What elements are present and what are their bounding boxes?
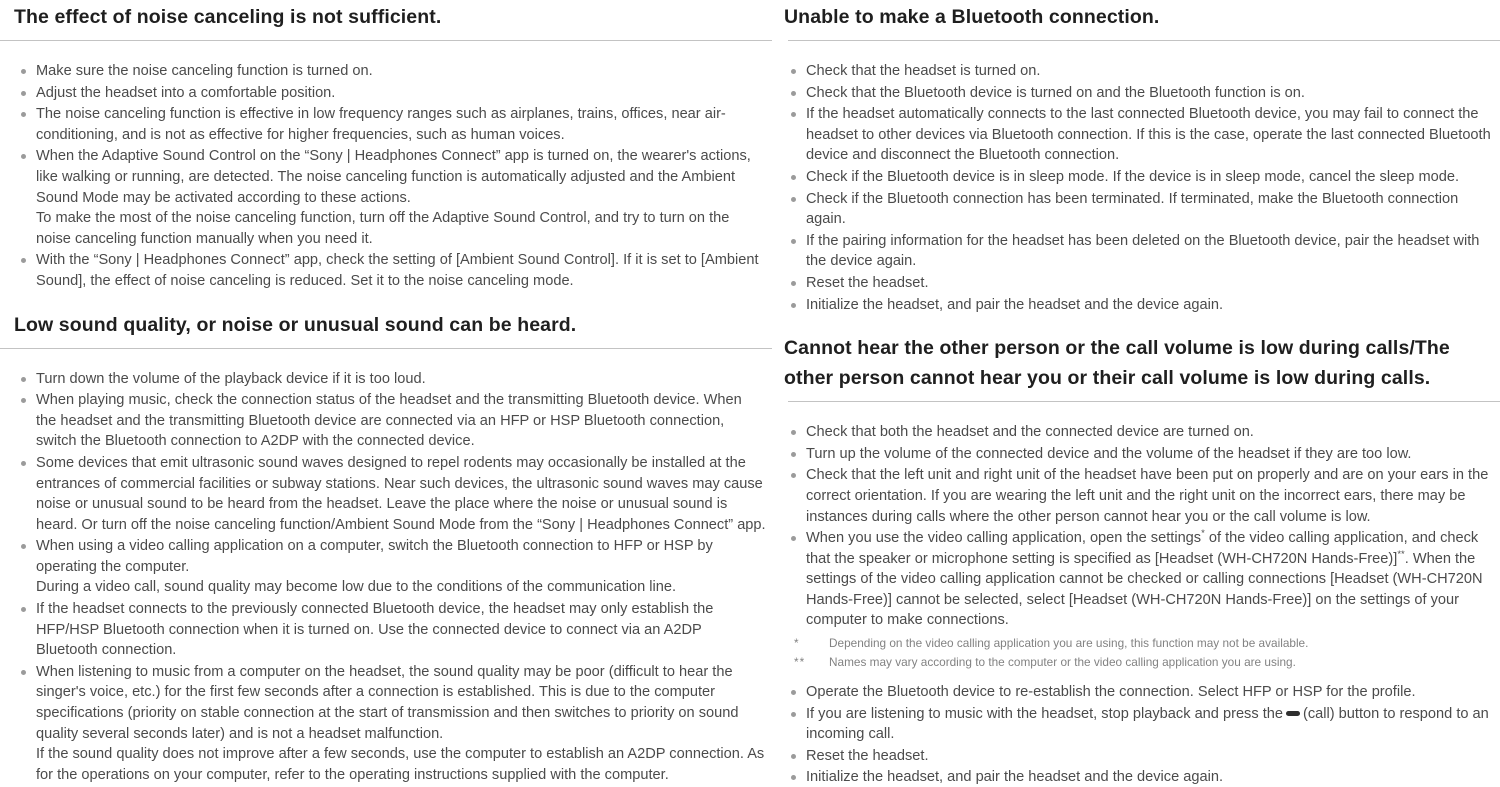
right-column (784, 2, 1492, 787)
bullet-icon (791, 452, 796, 457)
footnote-marker: * (794, 636, 800, 651)
bullet-text: Check if the Bluetooth connection has been terminated. If terminated, make the Bluetooth connection again. (806, 190, 1459, 228)
bullet-icon (791, 430, 796, 435)
list-item (784, 295, 1492, 316)
bullet-text: When listening to music from a computer on the headset, the sound quality may be poor (difficult to hear the singer's voice, etc.) for the first few seconds after a connection is established. This is due to the computer specifications (priority on stable connection at the start of transmission and then switches to priority on sound quality several seconds later) and is not a headset malfunction. (36, 663, 739, 742)
bullet-text: Some devices that emit ultrasonic sound waves designed to repel rodents may occasionally be installed at the entrances of commercial facilities or subway stations. Near such devices, the ultrasonic sound waves may cause noise or unusual sound to be heard from the headset. Leave the place where the noise or unusual sound is heard. Or turn off the noise canceling function/Ambient Sound Mode from the “Sony | Headphones Connect” app. (36, 454, 766, 533)
list-item (784, 61, 1492, 82)
bullet-icon (21, 112, 26, 117)
list-item (784, 83, 1492, 104)
section-low-sound-quality (14, 310, 766, 786)
footnotes (794, 634, 1492, 672)
bullet-text: Check if the Bluetooth device is in sleep mode. If the device is in sleep mode, cancel the sleep mode. (806, 168, 1460, 185)
section-divider (788, 401, 1500, 402)
bullet-text: Reset the headset. (806, 274, 929, 291)
footnote-marker: ** (794, 655, 806, 670)
list-item (784, 465, 1492, 527)
bullet-text: Check that the headset is turned on. (806, 63, 1041, 79)
bullet-text: Check that the left unit and right unit of the headset have been put on properly and are on your ears in the correct orientation. If you are wearing the left unit and the right unit on the incorrect ears, there may be instances during calls where the other person cannot hear you or the call volume is low. (806, 467, 1489, 525)
bullet-icon (21, 607, 26, 612)
list-item (784, 104, 1492, 166)
list-item (784, 444, 1492, 465)
list-item (14, 250, 766, 291)
bullet-icon (21, 69, 26, 74)
section-bullet-list (14, 369, 766, 786)
bullet-icon (791, 712, 796, 717)
list-item (784, 767, 1492, 787)
bullet-text: Check that both the headset and the connected device are turned on. (806, 424, 1254, 441)
bullet-text: During a video call, sound quality may become low due to the conditions of the communication line. (36, 579, 677, 596)
section-bullet-list (784, 422, 1492, 787)
bullet-icon (21, 544, 26, 549)
section-title: Cannot hear the other person or the call volume is low during calls/The other person cannot hear you or their call volume is low during calls. (784, 337, 1450, 390)
bullet-text: If you are listening to music with the headset, stop playback and press the (call) button to respond to an incoming call. (806, 705, 1489, 743)
list-item (14, 61, 766, 82)
bullet-icon (21, 91, 26, 96)
bullet-text: If the sound quality does not improve after a few seconds, use the computer to establish an A2DP connection. As for the operations on your computer, refer to the operating instructions supplied with the computer. (36, 746, 765, 783)
bullet-text: If the pairing information for the headset has been deleted on the Bluetooth device, pair the headset with the device again. (806, 232, 1480, 270)
bullet-text: If the headset connects to the previously connected Bluetooth device, the headset may only establish the HFP/HSP Bluetooth connection when it is turned on. Use the connected device to connect via an A2DP Bluetooth connection. (36, 601, 714, 659)
list-item (784, 746, 1492, 767)
list-item (784, 528, 1492, 672)
list-item (14, 83, 766, 104)
bullet-text: Operate the Bluetooth device to re-establish the connection. Select HFP or HSP for the profile. (806, 684, 1416, 701)
section-divider (788, 40, 1500, 41)
section-unable-bluetooth-connection (784, 2, 1492, 315)
bullet-text: Make sure the noise canceling function is turned on. (36, 63, 373, 79)
bullet-icon (791, 303, 796, 308)
bullet-icon (791, 473, 796, 478)
bullet-icon (21, 258, 26, 263)
bullet-text: Initialize the headset, and pair the headset and the device again. (806, 769, 1224, 786)
section-bullet-list (14, 61, 766, 292)
list-item (784, 189, 1492, 230)
list-item (14, 146, 766, 249)
bullet-text: When using a video calling application on a computer, switch the Bluetooth connection to HFP or HSP by operating the computer. (36, 538, 713, 575)
bullet-icon (791, 175, 796, 180)
footnote-text: Depending on the video calling application you are using, this function may not be available. (829, 636, 1309, 651)
bullet-icon (791, 690, 796, 695)
footnote-text: Names may vary according to the computer or the video calling application you are using. (829, 655, 1296, 670)
section-title: Unable to make a Bluetooth connection. (784, 6, 1160, 28)
list-item (14, 104, 766, 145)
bullet-text: Check that the Bluetooth device is turned on and the Bluetooth function is on. (806, 84, 1305, 101)
footnote-marker-ref: ** (1397, 548, 1405, 560)
section-noise-canceling-not-sufficient (14, 2, 766, 292)
bullet-text: Reset the headset. (806, 747, 929, 764)
footnote-marker-ref: * (1201, 528, 1205, 540)
footnote (794, 653, 1492, 672)
bullet-text: When playing music, check the connection status of the headset and the transmitting Bluetooth device. When the headset and the transmitting Bluetooth device are connected via an HFP or HSP Bluetooth connection, switch the Bluetooth connection to A2DP with the connected device. (36, 392, 742, 450)
bullet-icon (791, 112, 796, 117)
bullet-text: When you use the video calling application, open the settings* of the video calling application, and check that the speaker or microphone setting is specified as [Headset (WH-CH720N Hands-Free)]**. When the settings of the video calling application cannot be checked or calling connections [Headset (WH-CH720N Hands-Free)] cannot be selected, select [Headset (WH-CH720N Hands-Free)] on the settings of your computer to make connections. (806, 528, 1483, 629)
bullet-icon (791, 69, 796, 74)
bullet-icon (21, 377, 26, 382)
list-item (784, 704, 1492, 745)
left-column (14, 2, 766, 787)
bullet-text: To make the most of the noise canceling function, turn off the Adaptive Sound Control, and try to turn on the noise canceling function manually when you need it. (36, 210, 730, 247)
list-item (784, 167, 1492, 188)
list-item (14, 390, 766, 452)
list-item (784, 422, 1492, 443)
bullet-icon (791, 197, 796, 202)
section-divider (0, 40, 772, 41)
bullet-icon (21, 670, 26, 675)
bullet-icon (21, 154, 26, 159)
bullet-icon (21, 461, 26, 466)
bullet-icon (791, 239, 796, 244)
list-item (14, 662, 766, 786)
list-item (14, 369, 766, 390)
bullet-text: The noise canceling function is effective in low frequency ranges such as airplanes, trains, offices, near air-conditioning, and is not as effective for higher frequencies, such as human voices. (36, 106, 726, 143)
list-item (784, 231, 1492, 272)
section-bullet-list (784, 61, 1492, 315)
list-item (784, 273, 1492, 294)
section-cannot-hear-call (784, 333, 1492, 787)
bullet-icon (791, 754, 796, 759)
section-divider (0, 348, 772, 349)
list-item (784, 682, 1492, 703)
list-item (14, 536, 766, 598)
call-button-icon (1286, 711, 1300, 716)
bullet-text: With the “Sony | Headphones Connect” app, check the setting of [Ambient Sound Control]. If it is set to [Ambient Sound], the effect of noise canceling is reduced. Set it to the noise canceling mode. (36, 252, 759, 289)
bullet-icon (791, 536, 796, 541)
bullet-text: When the Adaptive Sound Control on the “Sony | Headphones Connect” app is turned on, the wearer's actions, like walking or running, are detected. The noise canceling function is automatically adjusted and the Ambient Sound Mode may be activated according to these actions. (36, 148, 751, 206)
list-item (14, 599, 766, 661)
list-item (14, 453, 766, 535)
bullet-icon (21, 398, 26, 403)
bullet-text: Adjust the headset into a comfortable position. (36, 84, 336, 101)
section-title: Low sound quality, or noise or unusual sound can be heard. (14, 313, 577, 336)
bullet-text: If the headset automatically connects to the last connected Bluetooth device, you may fail to connect the headset to other devices via Bluetooth connection. If this is the case, operate the last connected Bluetooth device and disconnect the Bluetooth connection. (806, 106, 1491, 164)
bullet-text: Initialize the headset, and pair the headset and the device again. (806, 296, 1224, 313)
section-title: The effect of noise canceling is not sufficient. (14, 6, 442, 28)
bullet-icon (791, 775, 796, 780)
bullet-text: Turn down the volume of the playback device if it is too loud. (36, 370, 426, 387)
bullet-text: Turn up the volume of the connected device and the volume of the headset if they are too low. (806, 445, 1412, 462)
footnote (794, 634, 1492, 653)
bullet-icon (791, 281, 796, 286)
bullet-icon (791, 91, 796, 96)
